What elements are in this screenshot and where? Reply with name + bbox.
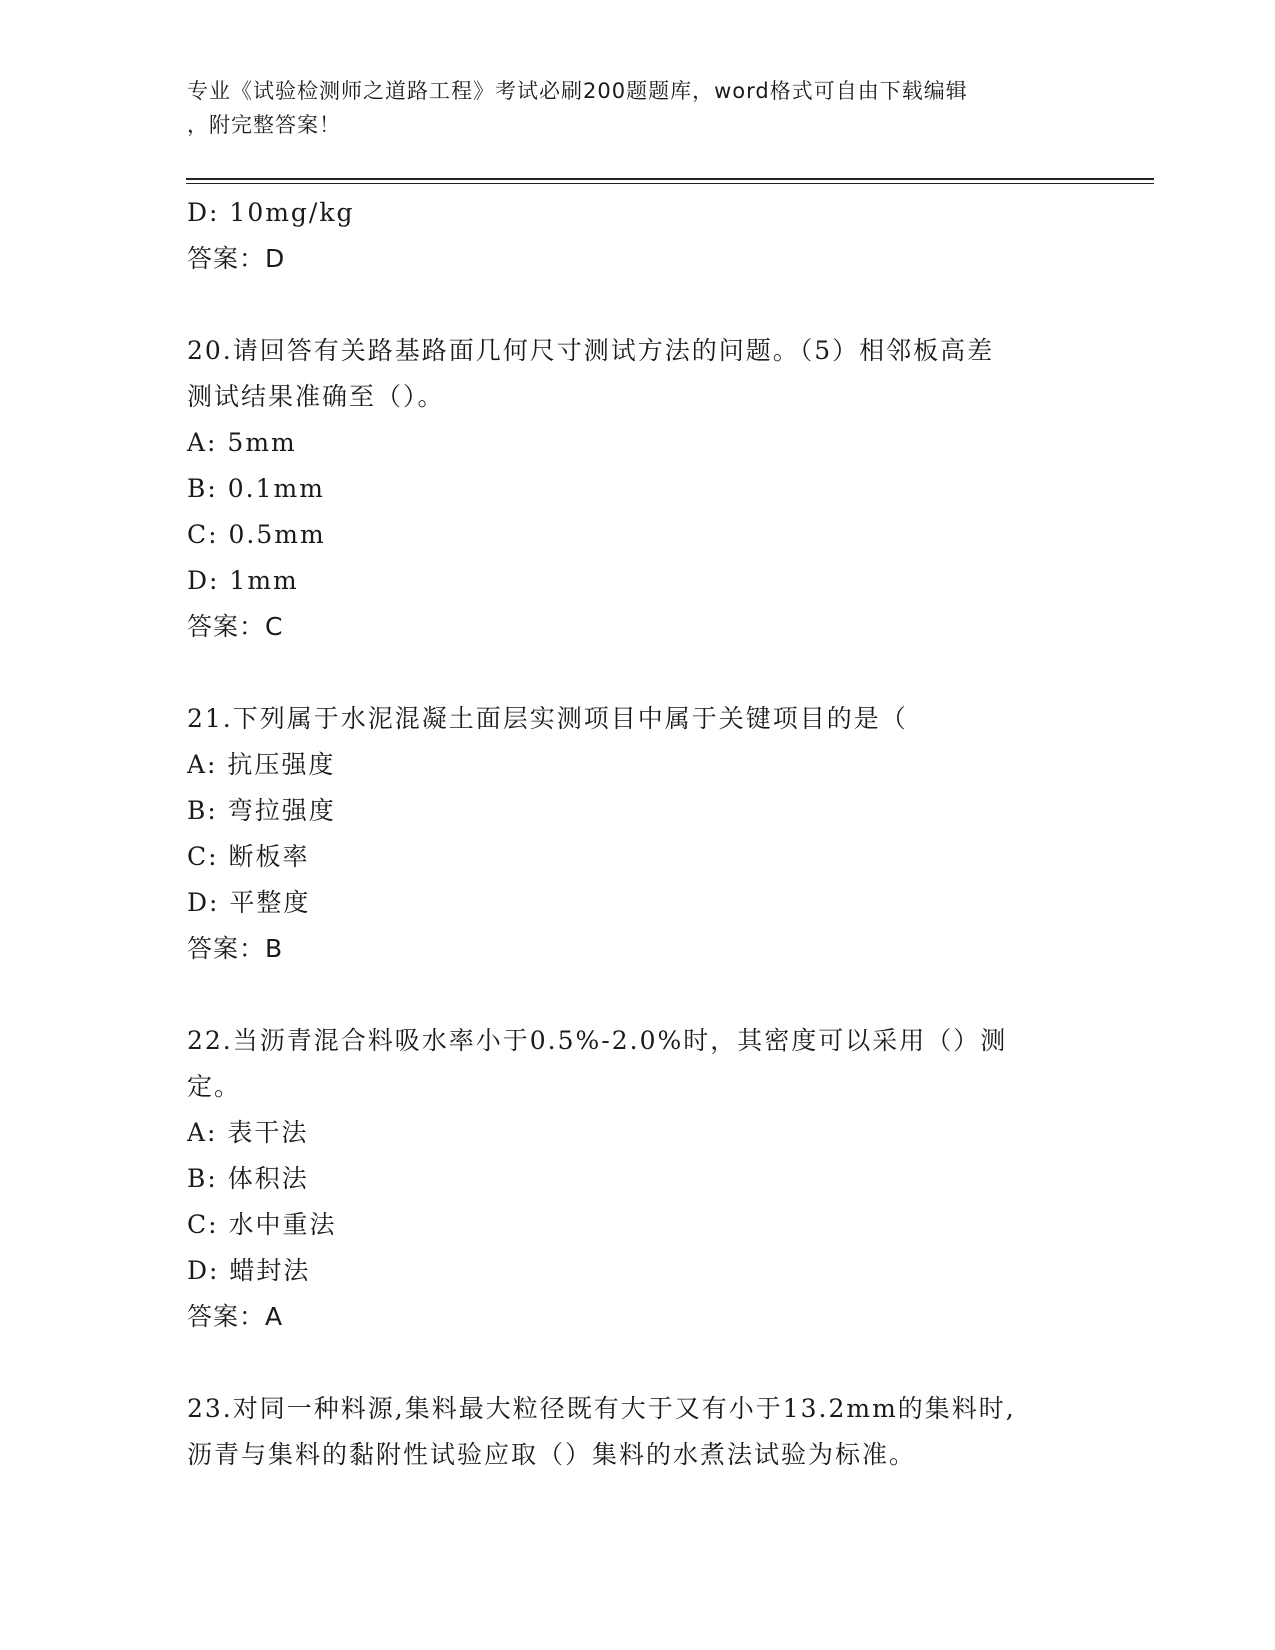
header-divider-thick bbox=[186, 178, 1154, 180]
option-d: D: 平整度 bbox=[187, 888, 311, 917]
option-a: A: 抗压强度 bbox=[187, 750, 336, 779]
option-d: D: 10mg/kg bbox=[187, 198, 355, 227]
document-header: 专业《试验检测师之道路工程》考试必刷200题题库，word格式可自由下载编辑 ，附完整答案！ bbox=[187, 79, 968, 137]
option-b: B: 0.1mm bbox=[187, 474, 325, 503]
answer-line: 答案：D bbox=[187, 244, 286, 273]
answer-line: 答案：A bbox=[187, 1302, 284, 1331]
header-divider-thin bbox=[186, 183, 1154, 184]
spacer bbox=[187, 650, 1087, 696]
answer-line: 答案：C bbox=[187, 612, 284, 641]
question-stem: 20.请回答有关路基路面几何尺寸测试方法的问题。（5）相邻板高差 bbox=[187, 336, 995, 365]
option-a: A: 表干法 bbox=[187, 1118, 309, 1147]
option-c: C: 水中重法 bbox=[187, 1210, 337, 1239]
question-stem: 22.当沥青混合料吸水率小于0.5%-2.0%时，其密度可以采用（）测 bbox=[187, 1026, 1008, 1055]
spacer bbox=[187, 972, 1087, 1018]
option-b: B: 体积法 bbox=[187, 1164, 309, 1193]
spacer bbox=[187, 1340, 1087, 1386]
question-stem: 测试结果准确至（）。 bbox=[187, 382, 445, 411]
option-c: C: 0.5mm bbox=[187, 520, 326, 549]
question-stem: 定。 bbox=[187, 1072, 242, 1101]
option-d: D: 蜡封法 bbox=[187, 1256, 311, 1285]
option-a: A: 5mm bbox=[187, 428, 297, 457]
option-c: C: 断板率 bbox=[187, 842, 310, 871]
question-content bbox=[187, 190, 1087, 1478]
question-stem: 23.对同一种料源,集料最大粒径既有大于又有小于13.2mm的集料时, bbox=[187, 1394, 1016, 1423]
option-b: B: 弯拉强度 bbox=[187, 796, 336, 825]
question-stem: 21.下列属于水泥混凝土面层实测项目中属于关键项目的是（ bbox=[187, 704, 908, 733]
spacer bbox=[187, 282, 1087, 328]
answer-line: 答案：B bbox=[187, 934, 284, 963]
question-stem: 沥青与集料的黏附性试验应取（）集料的水煮法试验为标准。 bbox=[187, 1440, 917, 1469]
option-d: D: 1mm bbox=[187, 566, 299, 595]
